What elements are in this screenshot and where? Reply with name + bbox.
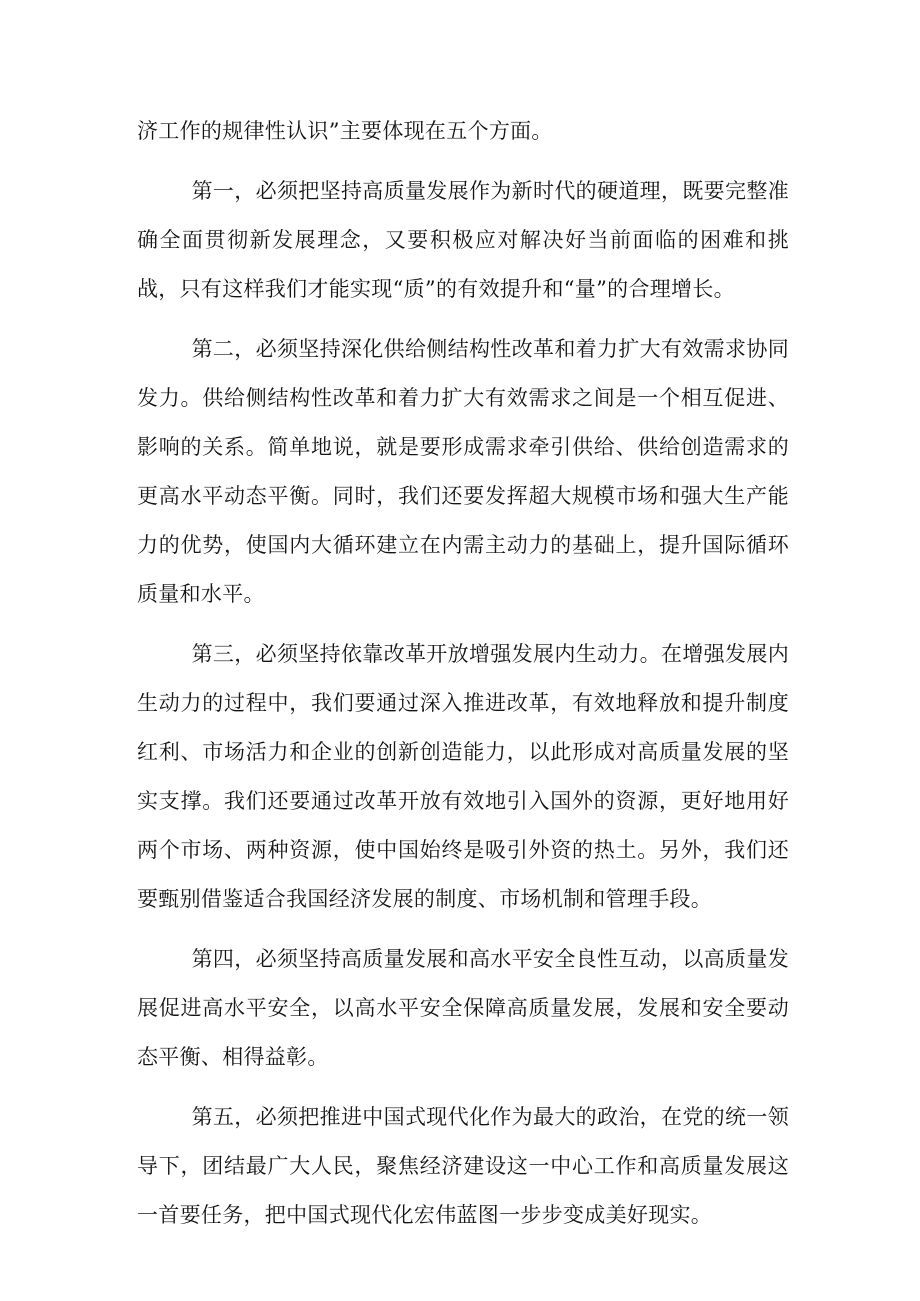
paragraph-point-one: 第一，必须把坚持高质量发展作为新时代的硬道理，既要完整准确全面贯彻新发展理念，又要积极应对解决好当前面临的困难和挑战，只有这样我们才能实现“质”的有效提升和“量”的合理增长。 (137, 179, 789, 301)
paragraph-continuation: 济工作的规律性认识”主要体现在五个方面。 (137, 119, 553, 143)
paragraph-point-four: 第四，必须坚持高质量发展和高水平安全良性互动，以高质量发展促进高水平安全，以高水平安全保障高质量发展，发展和安全要动态平衡、相得益彰。 (137, 947, 789, 1069)
document-body (137, 107, 789, 1240)
paragraph-point-three: 第三，必须坚持依靠改革开放增强发展内生动力。在增强发展内生动力的过程中，我们要通过深入推进改革，有效地释放和提升制度红利、市场活力和企业的创新创造能力，以此形成对高质量发展的坚实支撑。我们还要通过改革开放有效地引入国外的资源，更好地用好两个市场、两种资源，使中国始终是吸引外资的热土。另外，我们还要甄别借鉴适合我国经济发展的制度、市场机制和管理手段。 (137, 642, 789, 911)
paragraph-point-two: 第二，必须坚持深化供给侧结构性改革和着力扩大有效需求协同发力。供给侧结构性改革和着力扩大有效需求之间是一个相互促进、影响的关系。简单地说，就是要形成需求牵引供给、供给创造需求的更高水平动态平衡。同时，我们还要发挥超大规模市场和强大生产能力的优势，使国内大循环建立在内需主动力的基础上，提升国际循环质量和水平。 (137, 337, 789, 606)
paragraph-point-five: 第五，必须把推进中国式现代化作为最大的政治，在党的统一领导下，团结最广大人民，聚焦经济建设这一中心工作和高质量发展这一首要任务，把中国式现代化宏伟蓝图一步步变成美好现实。 (137, 1105, 789, 1227)
